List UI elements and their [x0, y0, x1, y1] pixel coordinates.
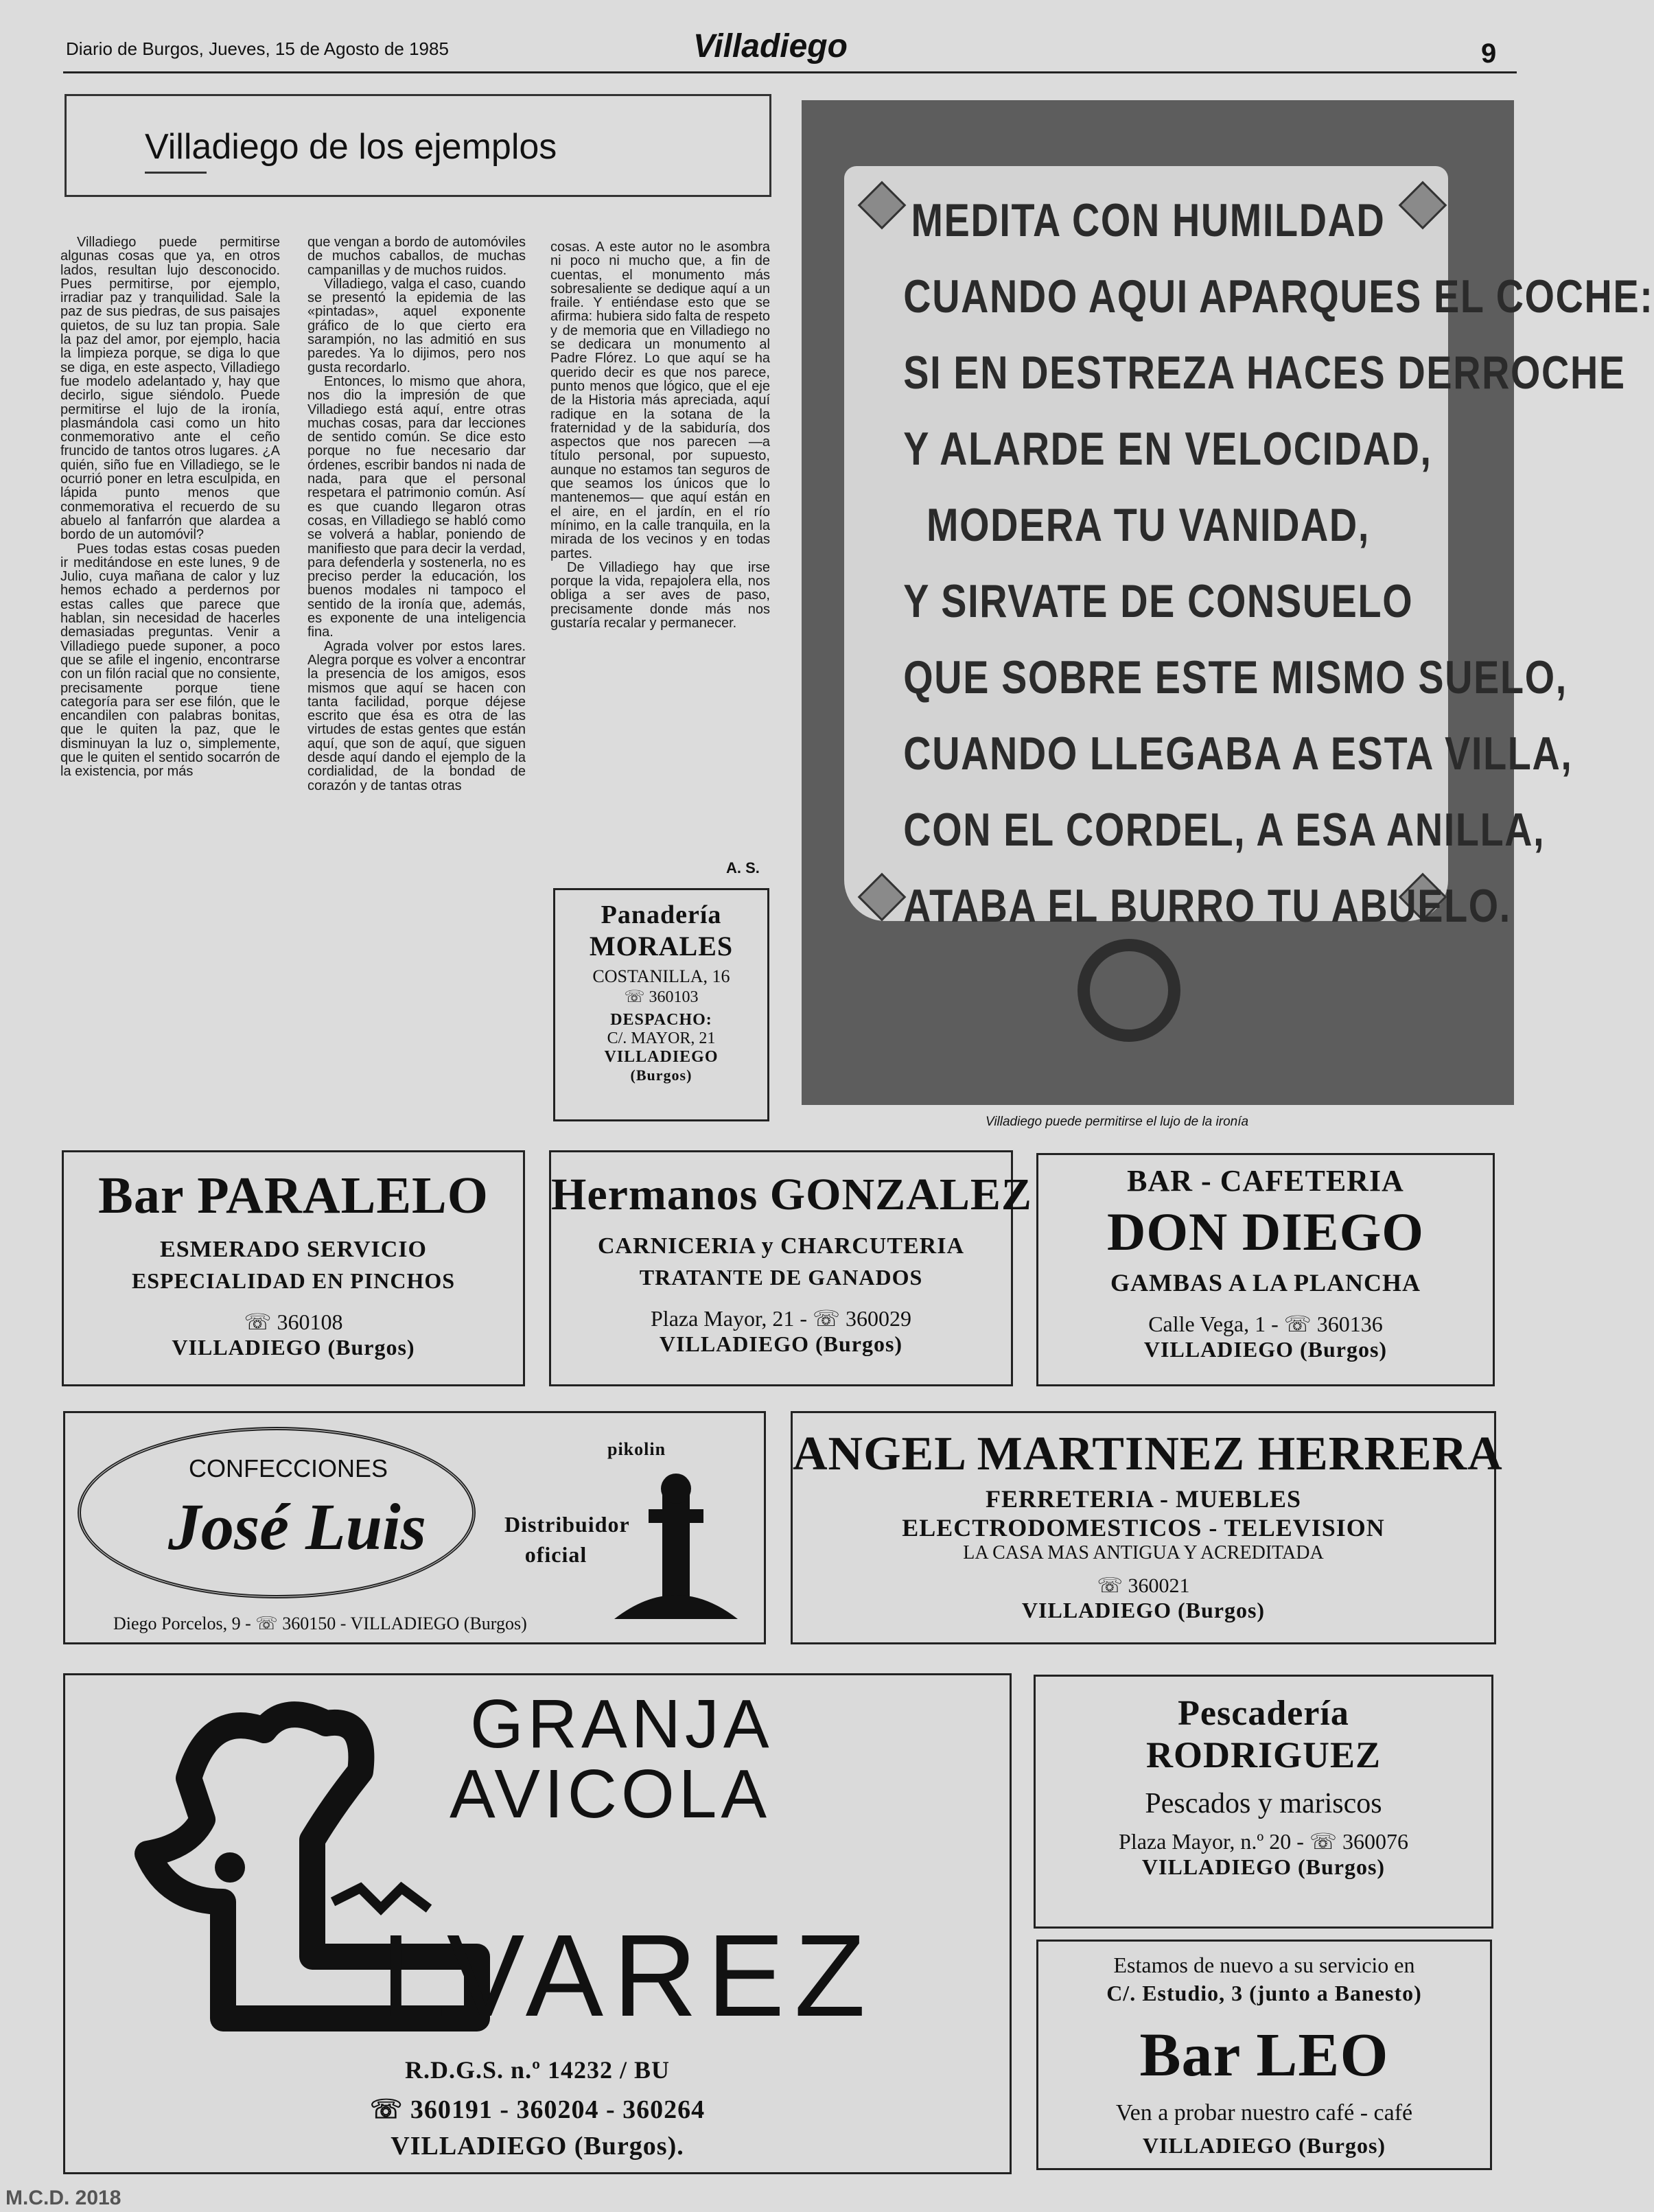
plaque-line: CUANDO LLEGABA A ESTA VILLA, [903, 727, 1573, 780]
header-rule [63, 71, 1517, 73]
ad-bar-leo [1036, 1940, 1492, 2170]
ad-town: VILLADIEGO (Burgos) [1142, 2133, 1386, 2158]
ad-hermanos-gonzalez [549, 1150, 1032, 1386]
plaque-inscription [850, 183, 1654, 944]
article-paragraph: que vengan a bordo de automóviles de muchos caballos, de muchas campanillas y de muchos ruidos. [307, 235, 526, 278]
article-paragraph: Agrada volver por estos lares. Alegra porque es volver a encontrar la presencia de los amigos, esos mismos que aquí se hacen con tanta facilidad, porque déjese escrito que ésa es otra de las virtudes de estas gentes que están aquí, que son de aquí, que siguen desde aquí dando el ejemplo de la cordialidad, de la bondad de corazón y de tantas otras [307, 638, 526, 793]
logo-name: José Luis [168, 1490, 427, 1563]
ad-line: ESMERADO SERVICIO [160, 1237, 427, 1262]
plaque-line: Y ALARDE EN VELOCIDAD, [903, 423, 1432, 475]
ad-town: VILLADIEGO (Burgos) [1143, 1337, 1388, 1362]
ad-line: GAMBAS A LA PLANCHA [1110, 1269, 1421, 1296]
ad-line: LA CASA MAS ANTIGUA Y ACREDITADA [963, 1542, 1324, 1563]
ad-address: Calle Vega, 1 - ☏ 360136 [1148, 1312, 1383, 1336]
plaque-line: CUANDO AQUI APARQUES EL COCHE: [903, 270, 1654, 323]
article-headline: Villadiego de los ejemplos [145, 127, 557, 167]
ad-angel-martinez-herrera [791, 1411, 1503, 1644]
ad-title: DON DIEGO [1107, 1202, 1424, 1261]
ad-pescaderia-rodriguez [1034, 1675, 1493, 1929]
ad-confecciones-jose-luis [63, 1411, 766, 1644]
headline-box [65, 94, 771, 197]
ad-line: Estamos de nuevo a su servicio en [1113, 1953, 1415, 1977]
ad-address: Diego Porcelos, 9 - ☏ 360150 - VILLADIEGO (Burgos) [113, 1614, 527, 1633]
ad-address: C/. MAYOR, 21 [607, 1029, 716, 1047]
article-column-2 [307, 235, 526, 1124]
ad-line: Ven a probar nuestro café - café [1115, 2100, 1413, 2126]
ad-line: ELECTRODOMESTICOS - TELEVISION [902, 1514, 1385, 1541]
ad-title: Panadería [601, 900, 722, 929]
ad-line: ESPECIALIDAD EN PINCHOS [131, 1268, 456, 1293]
ad-phone: ☏ 360021 [1097, 1574, 1190, 1597]
plaque-line: MODERA TU VANIDAD, [927, 499, 1370, 551]
ad-address: Plaza Mayor, 21 - ☏ 360029 [651, 1306, 911, 1331]
article-paragraph: Villadiego, valga el caso, cuando se presentó la epidemia de las «pintadas», aquel exponente gráfico de lo que cierto era sarampión, no las admitió en sus paredes. Ya lo dijimos, pero nos gusta recordarlo. [307, 276, 526, 375]
article-paragraph: De Villadiego hay que irse porque la vida, repajolera ella, nos obliga a ser aves de paso, precisamente donde más nos gustaría recalar y permanecer. [550, 559, 770, 631]
ad-bar-paralelo [62, 1150, 525, 1386]
iron-ring-icon [1078, 939, 1180, 1042]
article-paragraph: Pues todas estas cosas pueden ir meditándose en este lunes, 9 de Julio, cuya mañana de calor y luz hemos echado a perdernos por estas calles que parece que hablan, sin necesidad de hacerles demasiadas preguntas. Venir a Villadiego puede suponer, a poco que se afile el ingenio, encontrarse con un filón racial que no consiente, precisamente porque tiene categoría para ser ese filón, que le encandilen con palabras bonitas, que le quiten la paz, que le disminuyan la luz o, simplemente, que le quiten el sentido socarrón de la existencia, por más [60, 541, 280, 780]
ad-town: VILLADIEGO [604, 1048, 719, 1066]
ad-line: Pescados y mariscos [1145, 1788, 1382, 1819]
ad-title: Bar LEO [1139, 2021, 1389, 2089]
section-title: Villadiego [693, 28, 848, 65]
archive-watermark: M.C.D. 2018 [5, 2187, 121, 2209]
ad-town: VILLADIEGO (Burgos) [659, 1331, 903, 1356]
plaque-line: MEDITA CON HUMILDAD [911, 194, 1386, 246]
ad-line: TRATANTE DE GANADOS [639, 1265, 923, 1290]
article-column-1 [60, 235, 280, 1124]
photo-caption: Villadiego puede permitirse el lujo de la ironía [986, 1115, 1249, 1129]
plaque-line: SI EN DESTREZA HACES DERROCHE [903, 347, 1626, 399]
distributor-label: Distribuidor oficial [504, 1512, 630, 1567]
ad-title: GRANJA [470, 1686, 773, 1762]
newspaper-dateline: Diario de Burgos, Jueves, 15 de Agosto de 1985 [66, 38, 449, 59]
ad-address: C/. Estudio, 3 (junto a Banesto) [1106, 1981, 1422, 2005]
article-signature: A. S. [726, 859, 760, 876]
article-paragraph: Entonces, lo mismo que ahora, nos dio la impresión de que Villadiego está aquí, entre otras muchas cosas, para dar lecciones de sentido común. Se dice esto porque no fue necesario dar órdenes, escribir bandos ni nada de nada, para que el personal respetara el patrimonio común. Así es que cuando llegaron otras cosas, en Villadiego se habló como se volverá a hablar, poniendo de manifiesto que para decir la verdad, para defenderla y sostenerla, no es preciso perder la educación, los buenos modales ni tampoco el sentido de la ironía que, además, es exponente de una inteligencia fina. [307, 373, 526, 640]
plaque-line: ATABA EL BURRO TU ABUELO. [903, 880, 1511, 932]
article-paragraph: Villadiego puede permitirse algunas cosas que ya, en otros lados, resultan lujo desconocido. Pues permitirse, por ejemplo, irradiar paz y tranquilidad. Sale la paz de sus piedras, de sus paisajes quietos, de su luz tan propia. Sale la paz del amor, por ejemplo, hacia la limpieza porque, se diga lo que se diga, en este aspecto, Villadiego fue modelo adelantado y, hay que decirlo, sigue siéndolo. Puede permitirse el lujo de la ironía, plasmándola casi como un hito conmemorativo ante el ceño fruncido de tantos otros lugares. ¿A quién, siño fue en Villadiego, se le ocurrió poner en letra esculpida, en lápida punto menos que conmemorativa el recuerdo de su abuelo al fanfarrón que alardea a bordo de un automóvil? [60, 235, 280, 543]
article-column-3 [550, 240, 770, 878]
ad-town: VILLADIEGO (Burgos) [172, 1335, 415, 1360]
ad-title-name: LVAREZ [381, 1911, 876, 2041]
article-paragraph: cosas. A este autor no le asombra ni poco ni mucho que, a fin de cuentas, el monumento más sobresaliente se dedique aquí a un fraile. Y entiéndase esto que se afirma: hubiera sido falta de respeto y de memoria que en Villadiego no se dedicara un monumento al Padre Flórez. Lo que aquí se ha querido decir es que nos parece, punto menos que lógico, que el eje de la Historia más apreciada, aquí radique en la sotana de la fraternidad y de la sabiduría, dos aspectos que nos parecen —a título personal, por supuesto, aunque no estamos tan seguros de que seamos los únicos que lo mantenemos— que aquí están en el aire, en el jardín, en el río mínimo, en la calle tranquila, en la mirada de los vecinos y en todas partes. [550, 240, 770, 561]
tower-logo-icon [614, 1468, 738, 1626]
plaque-photo [802, 100, 1654, 1105]
ad-phone: ☏ 360108 [244, 1309, 343, 1334]
plaque-line: QUE SOBRE ESTE MISMO SUELO, [903, 651, 1568, 703]
ad-title: Pescadería [1178, 1694, 1349, 1733]
ad-province: (Burgos) [630, 1067, 692, 1084]
ad-address: COSTANILLA, 16 [592, 966, 730, 986]
ad-phone: ☏ 360191 - 360204 - 360264 [369, 2095, 706, 2124]
plaque-line: Y SIRVATE DE CONSUELO [903, 575, 1414, 627]
ad-label: DESPACHO: [610, 1011, 712, 1029]
headline-underline [145, 172, 207, 174]
ad-title: AVICOLA [450, 1756, 771, 1832]
ad-phone: ☏ 360103 [624, 988, 699, 1006]
ad-bar-don-diego [1036, 1153, 1495, 1386]
logo-caption: CONFECCIONES [189, 1454, 388, 1482]
plaque-line: CON EL CORDEL, A ESA ANILLA, [903, 804, 1546, 856]
page-number: 9 [1481, 38, 1497, 69]
ad-title: ANGEL MARTINEZ HERRERA [793, 1428, 1503, 1480]
ad-line: CARNICERIA y CHARCUTERIA [597, 1233, 965, 1259]
ad-town: VILLADIEGO (Burgos) [1141, 1854, 1386, 1879]
ad-line: FERRETERIA - MUEBLES [985, 1485, 1302, 1513]
ad-title: Bar PARALELO [98, 1167, 489, 1224]
ad-granja-avicola-alvarez [63, 1673, 1012, 2174]
ad-title: RODRIGUEZ [1145, 1734, 1382, 1776]
ad-address: Plaza Mayor, n.º 20 - ☏ 360076 [1119, 1829, 1408, 1854]
ad-town: VILLADIEGO (Burgos). [391, 2132, 684, 2161]
ad-registration: R.D.G.S. n.º 14232 / BU [405, 2056, 670, 2084]
ad-subtitle: BAR - CAFETERIA [1127, 1164, 1404, 1198]
ad-panaderia-morales [553, 888, 769, 1121]
ad-title: MORALES [589, 931, 734, 962]
brand-name: pikolin [607, 1439, 666, 1459]
ad-title: Hermanos GONZALEZ [551, 1169, 1032, 1220]
ad-town: VILLADIEGO (Burgos) [1021, 1598, 1266, 1622]
